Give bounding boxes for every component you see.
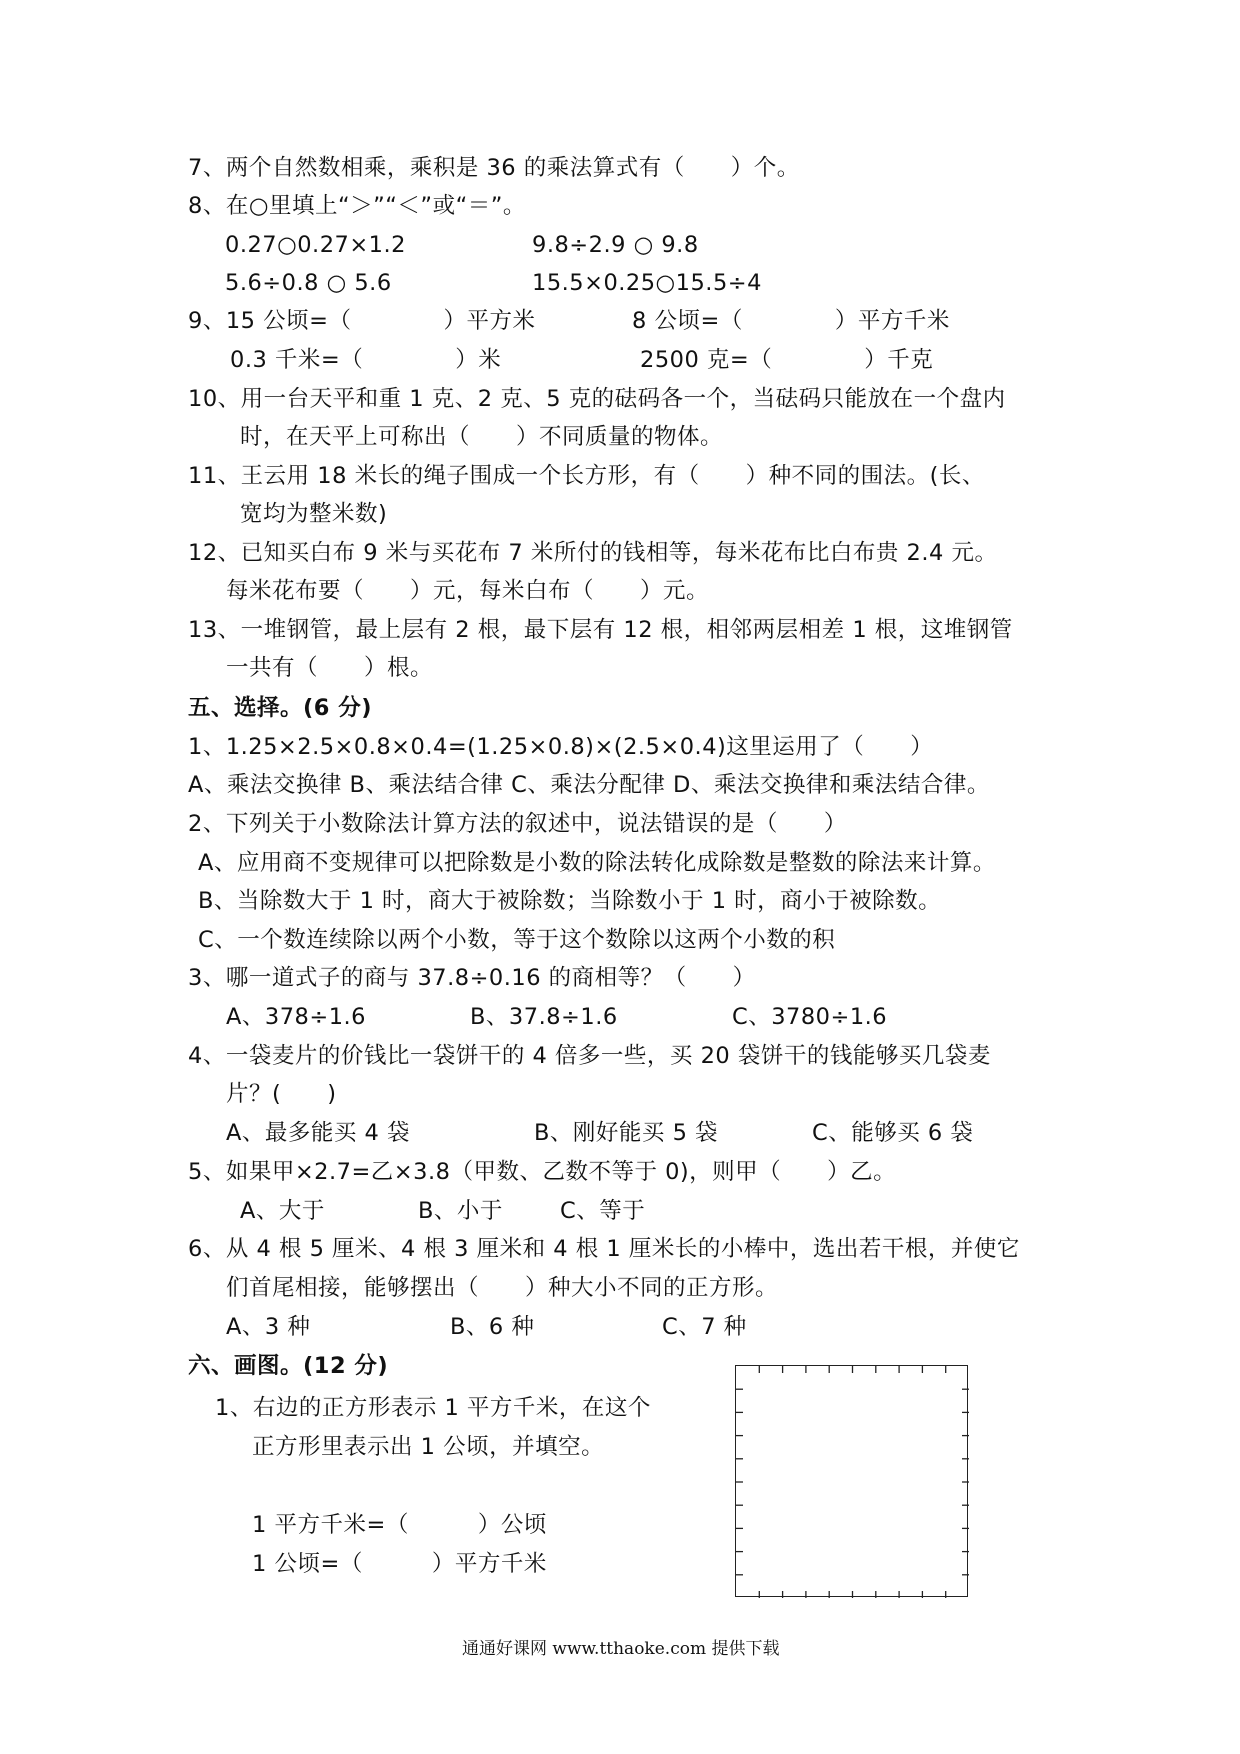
section-6-heading: 六、画图。(12 分) [188,1353,389,1379]
s5-q3-option-c: C、3780÷1.6 [732,1004,888,1030]
s5-q5-option-a: A、大于 [240,1198,325,1224]
q9-blank-4: 2500 克=（ ）千克 [640,347,934,373]
q11-text-2: 宽均为整米数) [240,501,388,527]
s5-q6-option-c: C、7 种 [662,1314,747,1340]
s6-q1-blank-2: 1 公顷=（ ）平方千米 [252,1551,547,1577]
s5-q5-option-c: C、等于 [560,1198,646,1224]
s5-q2-option-c: C、一个数连续除以两个小数，等于这个数除以这两个小数的积 [198,927,836,953]
s5-q1-options: A、乘法交换律 B、乘法结合律 C、乘法分配律 D、乘法交换律和乘法结合律。 [188,772,990,798]
s6-q1-text-2: 正方形里表示出 1 公顷，并填空。 [252,1434,605,1460]
section-5-heading: 五、选择。(6 分) [188,695,373,721]
square-drawing-grid [735,1365,968,1597]
q9-blank-3: 0.3 千米=（ ）米 [230,347,502,373]
s5-q6-text-1: 6、从 4 根 5 厘米、4 根 3 厘米和 4 根 1 厘米长的小棒中，选出若干根，并使它 [188,1236,1020,1262]
q13-text-1: 13、一堆钢管，最上层有 2 根，最下层有 12 根，相邻两层相差 1 根，这堆钢管 [188,617,1013,643]
s5-q6-text-2: 们首尾相接，能够摆出（ ）种大小不同的正方形。 [226,1275,779,1301]
grid-tick-marks [736,1366,969,1598]
s5-q5-option-b: B、小于 [418,1198,503,1224]
q8-compare-4: 15.5×0.25○15.5÷4 [532,270,762,296]
q10-text-1: 10、用一台天平和重 1 克、2 克、5 克的砝码各一个，当砝码只能放在一个盘内 [188,386,1006,412]
q8-compare-2: 9.8÷2.9 ○ 9.8 [532,232,699,258]
q12-text-1: 12、已知买白布 9 米与买花布 7 米所付的钱相等，每米花布比白布贵 2.4 元。 [188,540,998,566]
s5-q2-option-a: A、应用商不变规律可以把除数是小数的除法转化成除数是整数的除法来计算。 [198,850,996,876]
q13-text-2: 一共有（ ）根。 [226,655,434,681]
s6-q1-blank-1: 1 平方千米=（ ）公顷 [252,1512,547,1538]
q11-text-1: 11、王云用 18 米长的绳子围成一个长方形，有（ ）种不同的围法。(长、 [188,463,985,489]
s5-q4-option-b: B、刚好能买 5 袋 [534,1120,719,1146]
s5-q4-text-2: 片？( ) [226,1081,337,1107]
s5-q3-option-b: B、37.8÷1.6 [470,1004,618,1030]
s5-q2-option-b: B、当除数大于 1 时，商大于被除数；当除数小于 1 时，商小于被除数。 [198,888,942,914]
s6-q1-text-1: 1、右边的正方形表示 1 平方千米，在这个 [215,1395,651,1421]
q8-compare-1: 0.27○0.27×1.2 [225,232,406,258]
s5-q4-option-c: C、能够买 6 袋 [812,1120,974,1146]
s5-q4-option-a: A、最多能买 4 袋 [226,1120,411,1146]
q10-text-2: 时，在天平上可称出（ ）不同质量的物体。 [240,424,724,450]
q8-text: 8、在○里填上“＞”“＜”或“＝”。 [188,193,526,219]
q7-text: 7、两个自然数相乘，乘积是 36 的乘法算式有（ ）个。 [188,155,800,181]
q8-compare-3: 5.6÷0.8 ○ 5.6 [225,270,392,296]
footer-credit: 通通好课网 www.tthaoke.com 提供下载 [462,1639,780,1659]
q9-blank-2: 8 公顷=（ ）平方千米 [632,308,950,334]
q9-blank-1: 9、15 公顷=（ ）平方米 [188,308,536,334]
s5-q2-text: 2、下列关于小数除法计算方法的叙述中，说法错误的是（ ） [188,811,847,837]
s5-q5-text: 5、如果甲×2.7=乙×3.8（甲数、乙数不等于 0)，则甲（ ）乙。 [188,1159,897,1185]
s5-q3-text: 3、哪一道式子的商与 37.8÷0.16 的商相等？（ ） [188,965,756,991]
s5-q4-text-1: 4、一袋麦片的价钱比一袋饼干的 4 倍多一些，买 20 袋饼干的钱能够买几袋麦 [188,1043,991,1069]
q12-text-2: 每米花布要（ ）元，每米白布（ ）元。 [226,578,710,604]
s5-q1-text: 1、1.25×2.5×0.8×0.4=(1.25×0.8)×(2.5×0.4)这里运用了（ ） [188,734,934,760]
s5-q6-option-a: A、3 种 [226,1314,311,1340]
s5-q6-option-b: B、6 种 [450,1314,535,1340]
s5-q3-option-a: A、378÷1.6 [226,1004,366,1030]
